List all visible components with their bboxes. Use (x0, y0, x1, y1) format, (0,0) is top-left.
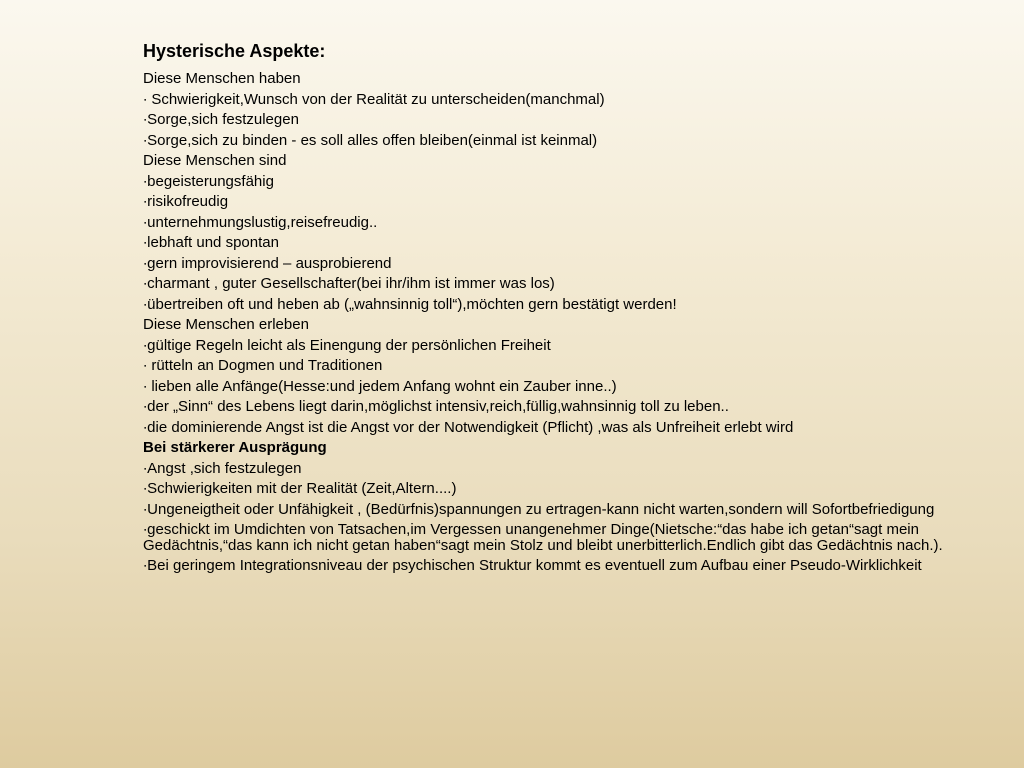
bullet-item: ∙geschickt im Umdichten von Tatsachen,im Vergessen unangenehmer Dinge(Nietsche:“das habe ich getan“sagt mein Gedächtnis,“das kann ich nicht getan haben“sagt mein Stolz und bleibt unerbitterlich.Endlich gibt das Gedächtnis nach.). (143, 521, 943, 554)
bullet-item: ∙die dominierende Angst ist die Angst vor der Notwendigkeit (Pflicht) ,was als Unfreiheit erlebt wird (143, 418, 794, 436)
bullet-item: ∙gern improvisierend – ausprobierend (143, 254, 392, 272)
text-line: Diese Menschen haben (143, 70, 301, 87)
text-line: Diese Menschen sind (143, 152, 287, 169)
bullet-item: ∙risikofreudig (143, 193, 229, 210)
bullet-item: ∙gültige Regeln leicht als Einengung der persönlichen Freiheit (143, 336, 551, 354)
bullet-item: ∙Ungeneigtheit oder Unfähigkeit , (Bedürfnis)spannungen zu ertragen-kann nicht warten,sondern will Sofortbefriedigung (143, 500, 935, 518)
text-body (143, 69, 1003, 577)
bullet-item: ∙übertreiben oft und heben ab („wahnsinnig toll“),möchten gern bestätigt werden! (143, 295, 677, 313)
text-line: Bei stärkerer Ausprägung (143, 439, 327, 456)
bullet-item: ∙lebhaft und spontan (143, 234, 279, 251)
slide-title: Hysterische Aspekte: (143, 41, 326, 61)
bullet-item: ∙Angst ,sich festzulegen (143, 459, 302, 477)
bullet-item: ∙Bei geringem Integrationsniveau der psychischen Struktur kommt es eventuell zum Aufbau einer Pseudo-Wirklichkeit (143, 557, 922, 574)
bullet-item: ∙Sorge,sich festzulegen (143, 111, 299, 128)
bullet-item: ∙Schwierigkeiten mit der Realität (Zeit,Altern....) (143, 480, 457, 497)
bullet-item: ∙begeisterungsfähig (143, 172, 274, 190)
text-line: Diese Menschen erleben (143, 316, 309, 333)
bullet-item: ∙ rütteln an Dogmen und Traditionen (143, 357, 383, 374)
bullet-item: ∙der „Sinn“ des Lebens liegt darin,möglichst intensiv,reich,füllig,wahnsinnig toll zu leben.. (143, 398, 729, 415)
slide-content (143, 38, 1003, 577)
bullet-item: ∙ Schwierigkeit,Wunsch von der Realität zu unterscheiden(manchmal) (143, 90, 605, 108)
bullet-item: ∙Sorge,sich zu binden - es soll alles offen bleiben(einmal ist keinmal) (143, 131, 598, 149)
bullet-item: ∙unternehmungslustig,reisefreudig.. (143, 213, 378, 231)
bullet-item: ∙charmant , guter Gesellschafter(bei ihr/ihm ist immer was los) (143, 275, 555, 292)
bullet-item: ∙ lieben alle Anfänge(Hesse:und jedem Anfang wohnt ein Zauber inne..) (143, 377, 617, 395)
